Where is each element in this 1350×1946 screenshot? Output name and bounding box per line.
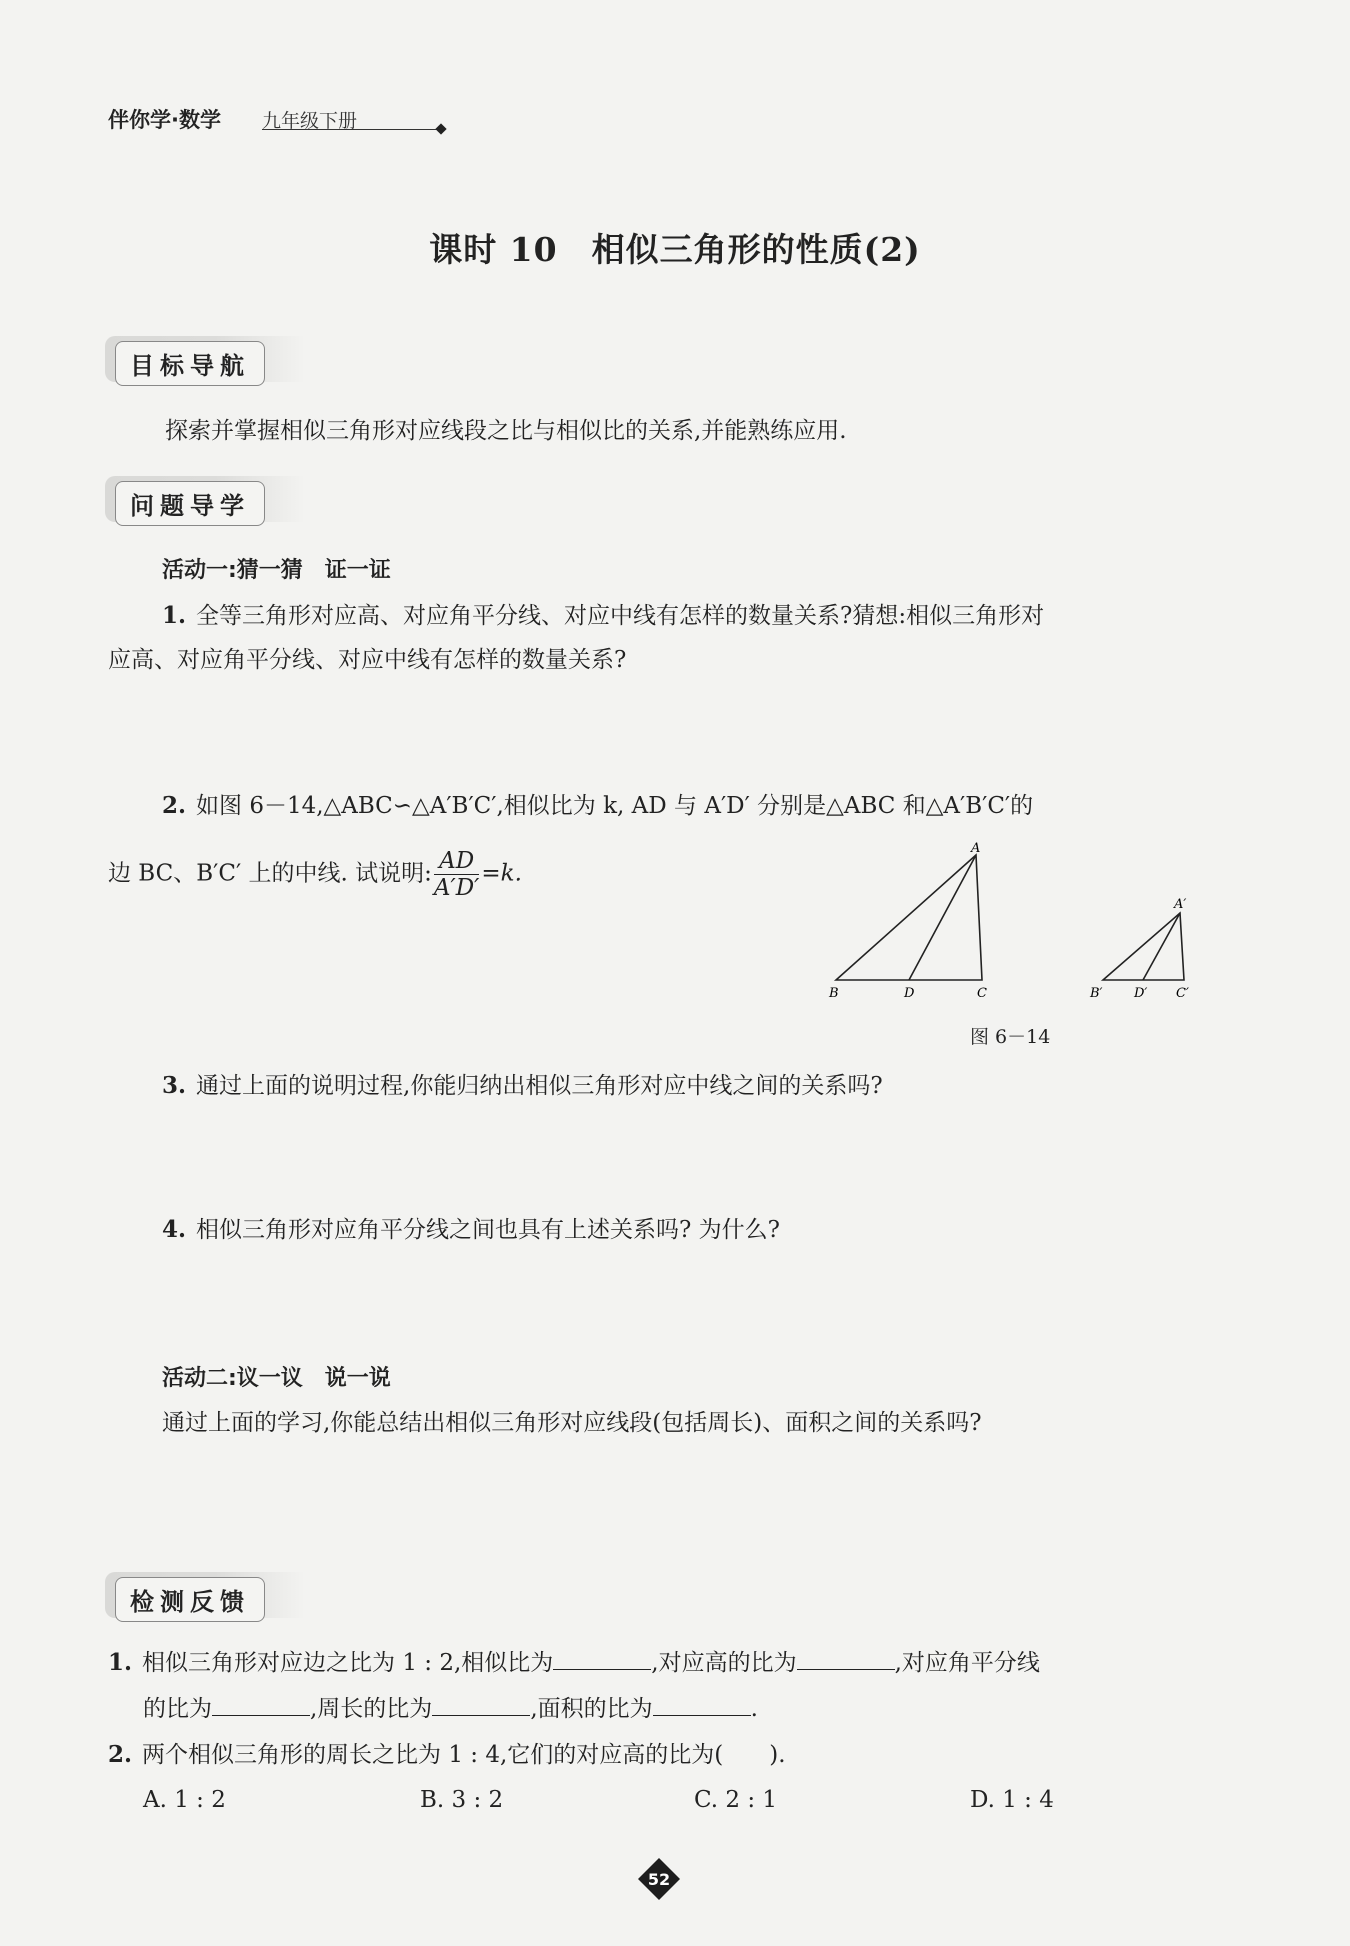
page-number: 52: [647, 1870, 671, 1889]
label-c: C: [977, 986, 987, 1000]
check-2-number: 2.: [108, 1741, 133, 1768]
choice-d[interactable]: D. 1 : 4: [970, 1787, 1054, 1813]
label-d: D: [904, 986, 915, 1000]
question-2-text: 如图 6－14,△ABC∽△A′B′C′,相似比为 k, AD 与 A′D′ 分别是△ABC 和△A′B′C′的: [196, 793, 1034, 819]
triangle-abc: [836, 855, 982, 980]
check-1-text-a: 相似三角形对应边之比为 1 : 2,相似比为: [142, 1650, 554, 1676]
question-2-equals-k: =k.: [481, 860, 522, 887]
check-1-line1: [108, 1646, 1040, 1680]
median-ad: [909, 855, 976, 980]
section-badge-goal: [105, 336, 305, 382]
question-3: [162, 1069, 883, 1103]
triangle-abc-prime: [1103, 913, 1184, 980]
question-2-line1: [162, 789, 1033, 823]
check-2: [108, 1738, 786, 1772]
label-d-prime: D′: [1134, 986, 1148, 1000]
check-1-text-g: .: [750, 1696, 758, 1722]
answer-blank-area-ratio[interactable]: [653, 1693, 751, 1716]
activity2-text: 通过上面的学习,你能总结出相似三角形对应线段(包括周长)、面积之间的关系吗?: [162, 1410, 982, 1436]
choice-a[interactable]: A. 1 : 2: [143, 1787, 226, 1813]
activity1-heading: 活动一:猜一猜 证一证: [162, 558, 391, 583]
goal-text: 探索并掌握相似三角形对应线段之比与相似比的关系,并能熟练应用.: [165, 418, 847, 444]
header-brand: 伴你学·数学: [108, 108, 221, 132]
choice-c[interactable]: C. 2 : 1: [694, 1787, 778, 1813]
figure-6-14: [820, 840, 1220, 1000]
check-1-number: 1.: [108, 1649, 133, 1676]
diamond-icon: [435, 123, 446, 134]
figure-caption: 图 6－14: [970, 1026, 1051, 1048]
section-badge-guide-label: 问题导学: [115, 481, 265, 526]
question-4-text: 相似三角形对应角平分线之间也具有上述关系吗? 为什么?: [196, 1217, 780, 1243]
header-grade: 九年级下册: [262, 110, 358, 132]
label-b: B: [829, 986, 839, 1000]
answer-blank-similarity-ratio[interactable]: [553, 1647, 651, 1670]
check-1-line2: [143, 1692, 758, 1726]
median-ad-prime: [1143, 913, 1180, 980]
check-2-text: 两个相似三角形的周长之比为 1 : 4,它们的对应高的比为( ).: [142, 1742, 786, 1768]
question-1-line1: [162, 599, 1044, 633]
check-1-text-f: ,面积的比为: [530, 1696, 653, 1722]
label-c-prime: C′: [1176, 986, 1189, 1000]
section-badge-goal-label: 目标导航: [115, 341, 265, 386]
question-3-number: 3.: [162, 1072, 187, 1099]
check-1-text-e: ,周长的比为: [310, 1696, 433, 1722]
question-2-line2: [108, 848, 522, 901]
choice-b[interactable]: B. 3 : 2: [420, 1787, 504, 1813]
fraction-numerator: AD: [434, 848, 480, 875]
question-1-line2: 应高、对应角平分线、对应中线有怎样的数量关系?: [108, 647, 627, 673]
answer-blank-bisector-ratio[interactable]: [212, 1693, 310, 1716]
section-badge-check: [105, 1572, 305, 1618]
question-2-line2-text: 边 BC、B′C′ 上的中线. 试说明:: [108, 860, 432, 887]
lesson-title: 课时 10 相似三角形的性质(2): [429, 230, 921, 269]
page-number-badge: [637, 1857, 681, 1901]
check-1-text-d: 的比为: [143, 1696, 212, 1722]
label-a-prime: A′: [1174, 897, 1187, 912]
activity2-heading: 活动二:议一议 说一说: [162, 1366, 391, 1391]
question-3-text: 通过上面的说明过程,你能归纳出相似三角形对应中线之间的关系吗?: [196, 1073, 883, 1099]
label-a: A: [971, 841, 981, 856]
question-4: [162, 1213, 780, 1247]
ratio-fraction: [434, 848, 480, 901]
question-1-number: 1.: [162, 602, 187, 629]
header-rule: [262, 129, 440, 130]
section-badge-guide: [105, 476, 305, 522]
check-1-text-c: ,对应角平分线: [894, 1650, 1040, 1676]
question-1-text: 全等三角形对应高、对应角平分线、对应中线有怎样的数量关系?猜想:相似三角形对: [196, 603, 1045, 629]
answer-blank-perimeter-ratio[interactable]: [432, 1693, 530, 1716]
section-badge-check-label: 检测反馈: [115, 1577, 265, 1622]
question-2-number: 2.: [162, 792, 187, 819]
fraction-denominator: A′D′: [433, 875, 480, 901]
answer-blank-height-ratio[interactable]: [797, 1647, 895, 1670]
check-1-text-b: ,对应高的比为: [651, 1650, 797, 1676]
label-b-prime: B′: [1090, 986, 1103, 1000]
question-4-number: 4.: [162, 1216, 187, 1243]
